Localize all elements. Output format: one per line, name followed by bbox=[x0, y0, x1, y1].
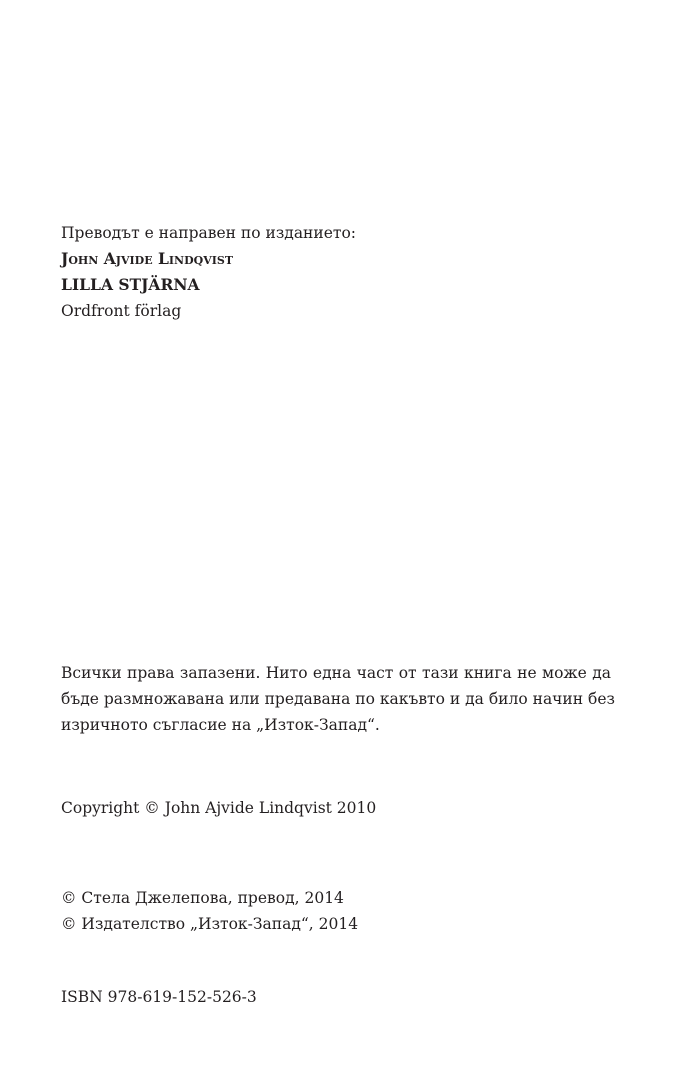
isbn-text: ISBN 978-619-152-526-3 bbox=[61, 988, 257, 1006]
original-author: John Ajvide Lindqvist bbox=[61, 249, 234, 268]
original-title: LILLA STJÄRNA bbox=[61, 275, 200, 294]
isbn bbox=[61, 984, 661, 1010]
rights-line-1: Всички права запазени. Нито една част от тази книга не може да bbox=[61, 664, 611, 682]
rights-notice bbox=[61, 660, 661, 738]
translation-source-intro: Преводът е направен по изданието: bbox=[61, 224, 357, 242]
original-publisher: Ordfront förlag bbox=[61, 302, 182, 320]
translator-credit: © Стела Джелепова, превод, 2014 bbox=[61, 889, 344, 907]
credits bbox=[61, 885, 661, 937]
copyright-text: Copyright © John Ajvide Lindqvist 2010 bbox=[61, 799, 377, 817]
rights-line-3: изричното съгласие на „Изток-Запад“. bbox=[61, 716, 380, 734]
publisher-credit: © Издателство „Изток-Запад“, 2014 bbox=[61, 915, 359, 933]
rights-line-2: бъде размножавана или предавана по какъвто и да било начин без bbox=[61, 690, 615, 708]
original-edition-info bbox=[61, 220, 661, 324]
copyright-line bbox=[61, 795, 661, 821]
